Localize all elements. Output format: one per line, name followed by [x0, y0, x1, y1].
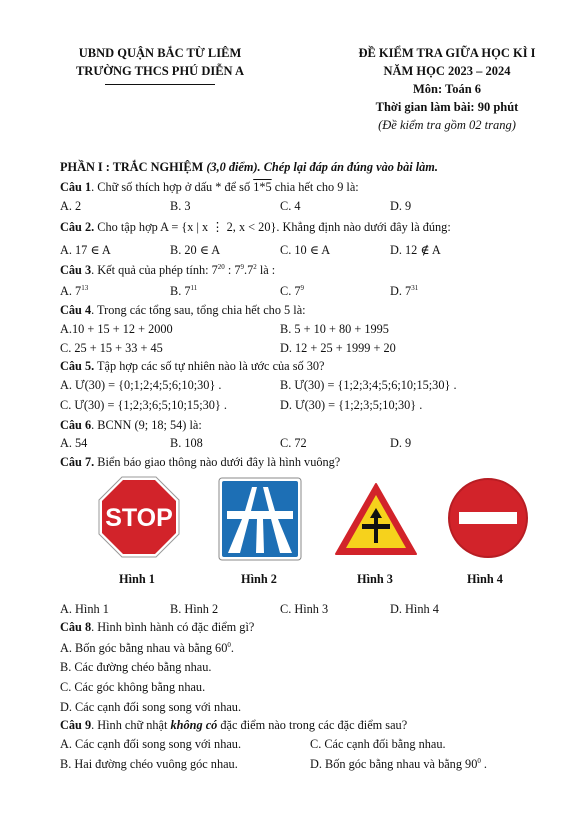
stop-sign-text: STOP — [105, 504, 173, 532]
question-label: Câu 1 — [60, 180, 92, 194]
priority-road-sign-icon — [334, 482, 418, 556]
q5-option-c: C. Ư(30) = {1;2;3;6;5;10;15;30} . — [60, 398, 227, 412]
option-text: . — [230, 641, 234, 655]
q3-option-b — [170, 284, 197, 299]
duration: Thời gian làm bài: 90 phút — [375, 100, 519, 114]
option-base: A. 7 — [60, 284, 82, 298]
question-4 — [60, 303, 306, 318]
q8-option-b: B. Các đường chéo bằng nhau. — [60, 660, 212, 674]
highway-overpass — [227, 511, 293, 519]
option-exponent: 31 — [411, 283, 419, 292]
overlined-number: 1*5 — [253, 180, 272, 194]
q1-option-a: A. 2 — [60, 199, 82, 213]
question-text: . BCNN (9; 18; 54) là: — [91, 418, 202, 432]
question-label: Câu 7. — [60, 455, 95, 469]
question-1 — [60, 180, 359, 195]
degree-exponent: 0 — [227, 640, 231, 649]
part1-title-bold: PHẦN I : TRẮC NGHIỆM — [60, 160, 207, 174]
expr-part: là : — [256, 263, 276, 277]
school-header — [40, 44, 280, 85]
q9-option-a: A. Các cạnh đối song song với nhau. — [60, 737, 242, 751]
q2-option-c: C. 10 ∈ A — [280, 243, 331, 257]
q3-option-a — [60, 284, 88, 299]
question-8 — [60, 620, 254, 635]
arrow-crossbar — [362, 524, 390, 529]
q9-option-b: B. Hai đường chéo vuông góc nhau. — [60, 757, 238, 771]
q7-option-a: A. Hình 1 — [60, 602, 109, 616]
question-text: . Hình chữ nhật — [91, 718, 171, 732]
question-2 — [60, 220, 451, 235]
question-text: . Hình bình hành có đặc điểm gì? — [91, 620, 255, 634]
caption-figure-1: Hình 1 — [119, 572, 155, 586]
option-base: B. 7 — [170, 284, 191, 298]
question-text: Tập hợp các số tự nhiên nào là ước của số 30? — [94, 359, 325, 373]
q4-option-c: C. 25 + 15 + 33 + 45 — [60, 341, 163, 355]
q1-option-c: C. 4 — [280, 199, 301, 213]
q5-option-a: A. Ư(30) = {0;1;2;4;5;6;10;30} . — [60, 378, 222, 392]
expr-exponent: 9 — [240, 262, 245, 271]
q9-option-c: C. Các cạnh đối bằng nhau. — [310, 737, 446, 751]
q4-option-a: A.10 + 15 + 12 + 2000 — [60, 322, 173, 336]
q7-option-d: D. Hình 4 — [390, 602, 439, 616]
school-year: NĂM HỌC 2023 – 2024 — [383, 64, 511, 78]
expr-part: : 7 — [224, 263, 241, 277]
q6-option-c: C. 72 — [280, 436, 307, 450]
q8-option-c: C. Các góc không bằng nhau. — [60, 680, 206, 694]
option-text: . — [480, 757, 487, 771]
question-label: Câu 3 — [60, 263, 92, 277]
question-3 — [60, 263, 275, 278]
caption-figure-2: Hình 2 — [241, 572, 277, 586]
school-name: TRƯỜNG THCS PHÚ DIỄN A — [75, 64, 245, 78]
q8-option-a — [60, 641, 234, 656]
question-label: Câu 6 — [60, 418, 92, 432]
question-6 — [60, 418, 202, 433]
stop-sign-icon — [98, 476, 180, 558]
part1-title — [60, 160, 438, 175]
option-exponent: 13 — [81, 283, 89, 292]
q2-option-b: B. 20 ∈ A — [170, 243, 221, 257]
no-entry-sign-icon — [447, 477, 529, 559]
q7-option-b: B. Hình 2 — [170, 602, 219, 616]
emphasis-text: không có — [170, 718, 218, 732]
q5-option-b: B. Ư(30) = {1;2;3;4;5;6;10;15;30} . — [280, 378, 457, 392]
exam-header — [318, 44, 576, 134]
question-text: đặc điểm nào trong các đặc điểm sau? — [217, 718, 408, 732]
part1-title-italic: (3,0 điểm). Chép lại đáp án đúng vào bài làm. — [206, 160, 438, 174]
q8-option-d: D. Các cạnh đối song song với nhau. — [60, 700, 242, 714]
expr-part: .7 — [244, 263, 254, 277]
question-text: Cho tập hợp A = {x | x ⋮ 2, x < 20}. Khẳng định nào dưới đây là đúng: — [94, 220, 451, 234]
question-text: chia hết cho 9 là: — [271, 180, 359, 194]
q4-option-b: B. 5 + 10 + 80 + 1995 — [280, 322, 389, 336]
option-exponent: 9 — [300, 283, 304, 292]
subject: Môn: Toán 6 — [412, 82, 482, 96]
q3-option-c — [280, 284, 304, 299]
q2-option-a: A. 17 ∈ A — [60, 243, 111, 257]
q2-option-d: D. 12 ∉ A — [390, 243, 441, 257]
question-label: Câu 5. — [60, 359, 95, 373]
q4-option-d: D. 12 + 25 + 1999 + 20 — [280, 341, 396, 355]
header-divider — [105, 84, 215, 85]
option-base: C. 7 — [280, 284, 301, 298]
option-base: D. 7 — [390, 284, 412, 298]
question-text: . Kết quả của phép tính: — [91, 263, 212, 277]
q5-option-d: D. Ư(30) = {1;2;3;5;10;30} . — [280, 398, 423, 412]
question-text: . Trong các tổng sau, tổng chia hết cho 5 là: — [91, 303, 306, 317]
expr-part: 7 — [211, 263, 218, 277]
q9-option-d — [310, 757, 487, 772]
question-5 — [60, 359, 324, 374]
no-entry-bar — [459, 512, 517, 524]
caption-figure-4: Hình 4 — [467, 572, 503, 586]
question-7 — [60, 455, 340, 470]
district-name: UBND QUẬN BẮC TỪ LIÊM — [78, 46, 242, 60]
exam-title: ĐỀ KIỂM TRA GIỮA HỌC KÌ I — [358, 46, 536, 60]
expr-exponent: 20 — [217, 262, 225, 271]
q3-option-d — [390, 284, 418, 299]
question-9 — [60, 718, 407, 733]
q1-option-d: D. 9 — [390, 199, 412, 213]
q6-option-d: D. 9 — [390, 436, 412, 450]
arrow-shaft — [374, 517, 378, 543]
highway-sign-icon — [218, 477, 302, 561]
degree-exponent: 0 — [477, 756, 481, 765]
q6-option-b: B. 108 — [170, 436, 203, 450]
question-label: Câu 8 — [60, 620, 92, 634]
option-text: D. Bốn góc bằng nhau và bằng 90 — [310, 757, 478, 771]
q6-option-a: A. 54 — [60, 436, 88, 450]
q1-option-b: B. 3 — [170, 199, 191, 213]
caption-figure-3: Hình 3 — [357, 572, 393, 586]
option-exponent: 11 — [190, 283, 198, 292]
expr-exponent: 2 — [253, 262, 257, 271]
question-label: Câu 4 — [60, 303, 92, 317]
option-text: A. Bốn góc bằng nhau và bằng 60 — [60, 641, 228, 655]
page-count-note: (Đề kiểm tra gồm 02 trang) — [378, 118, 516, 132]
question-text: . Chữ số thích hợp ở dấu * để số — [91, 180, 254, 194]
q7-option-c: C. Hình 3 — [280, 602, 329, 616]
question-label: Câu 2. — [60, 220, 95, 234]
highway-center-road — [256, 519, 264, 553]
question-label: Câu 9 — [60, 718, 92, 732]
question-text: Biển báo giao thông nào dưới đây là hình vuông? — [94, 455, 341, 469]
